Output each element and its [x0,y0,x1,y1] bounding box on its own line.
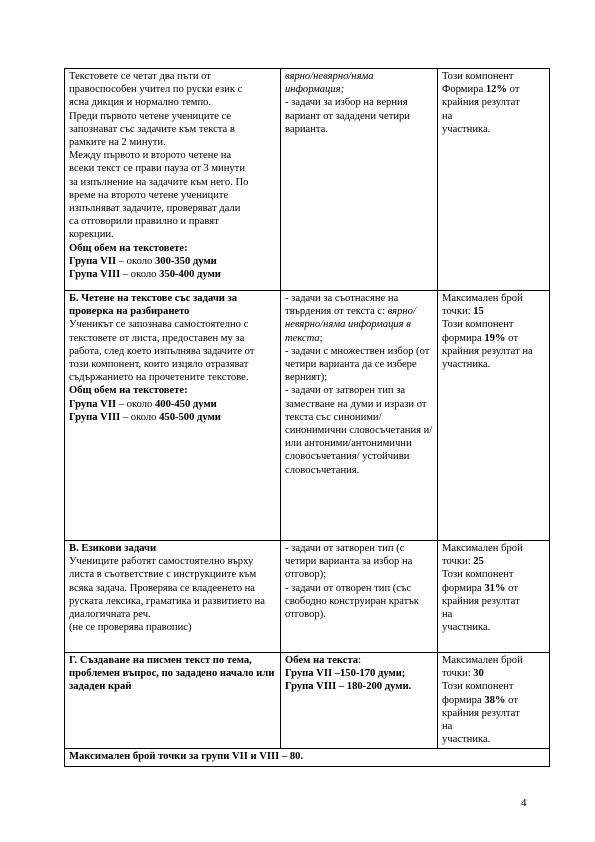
listening-line: изпълняват задачите, проверяват дали [69,203,241,215]
group7-volume: Група VII – около 300-350 думи [69,255,217,267]
language-body: Учениците работят самостоятелно върху листа в съответствие с инструкциите към всяка задача. Проверява се владеенето на руската лексика, граматика и развитието на диалогичната реч. [69,556,265,621]
multiple-choice-task: - задачи с множествен избор (от четири варианта да се избере верният); [285,345,430,384]
listening-line: Между първото и второто четене на [69,150,232,162]
total-points-text: Максимален брой точки за групи VII и VIII – 80. [65,749,550,766]
score-percent-line: Формира 12% от [442,84,520,96]
score-line: Този компонент [442,319,514,331]
language-score-cell [438,541,550,653]
score-line: на [442,609,453,621]
score-line: крайния резултат [442,707,520,719]
task-line: - задачи за избор на верния [285,97,408,109]
reading-tasks-cell [281,291,438,541]
writing-score-cell [438,653,550,749]
listening-description-cell [65,69,281,291]
writing-description-cell [65,653,281,749]
language-tasks-cell [281,541,438,653]
task-line: варианта. [285,123,329,135]
score-percent-line: формира 31% от [442,582,518,594]
score-line: участника. [442,123,491,135]
volume-heading: Общ обем на текстовете: [69,242,188,254]
listening-line: Текстовете се четат два пъти от [69,71,211,82]
reading-score-cell [438,291,550,541]
score-percent-line: формира 38% от [442,694,518,706]
page-number: 4 [521,797,527,809]
score-line: Този компонент [442,71,514,82]
language-description-cell [65,541,281,653]
score-points-line: точки: 30 [442,668,484,680]
score-line: крайния резултат [442,595,520,607]
listening-line: рамките на 2 минути. [69,137,166,149]
listening-line: правоспособен учител по руски език с [69,84,243,96]
listening-line: корекции. [69,229,114,241]
group8-volume: Група VIII – около 450-500 думи [69,411,221,423]
true-false-option-text: вярно/невярно/няма информация; [285,71,374,96]
writing-row [65,653,550,749]
language-section-title: В. Езикови задачи [69,543,157,554]
score-line: Този компонент [442,569,514,581]
group7-volume: Група VII – около 400-450 думи [69,398,217,410]
writing-volume-cell [281,653,438,749]
score-line: участника. [442,622,491,634]
score-points-line: точки: 15 [442,306,484,318]
writing-group8: Група VIII – 180-200 думи. [285,681,412,693]
language-note: (не се проверява правопис) [69,622,192,634]
language-row [65,541,550,653]
score-line: крайния резултат на [442,345,533,357]
matching-task: - задачи за съотнасяне на твърдения от текста с: вярно/невярно/няма информация в текста; [285,293,416,344]
score-points-line: точки: 25 [442,556,484,568]
group8-volume: Група VIII – около 350-400 думи [69,269,221,281]
listening-score-cell [438,69,550,291]
score-line: на [442,110,453,122]
reading-description-cell [65,291,281,541]
writing-volume-title: Обем на текста: [285,655,362,666]
listening-line: запознават със задачите към текста в [69,123,235,135]
writing-group7: Група VII –150-170 думи; [285,668,406,680]
listening-row [65,69,550,291]
volume-heading: Общ обем на текстовете: [69,385,188,397]
score-line: на [442,721,453,733]
writing-section-title: Г. Създаване на писмен текст по тема, проблемен въпрос, по зададено начало или зададен край [69,655,275,693]
score-line: Максимален брой [442,293,523,304]
listening-line: са отговорили правилно и правят [69,216,219,228]
score-line: Максимален брой [442,543,523,554]
reading-body: Ученикът се запознава самостоятелно с текстовете от листа, предоставен му за работа, след което изпълнява задачите от този компонент, които изцяло отразяват съдържанието на прочетените текстове. [69,319,255,384]
score-line: участника. [442,359,491,371]
score-line: Този компонент [442,681,514,693]
reading-row [65,291,550,541]
listening-tasks-cell [281,69,438,291]
listening-line: всеки текст се прави пауза от 3 минути [69,163,245,175]
score-line: участника. [442,734,491,746]
score-percent-line: формира 19% от [442,332,518,344]
listening-line: за изпълнение на задачите към него. По [69,176,249,188]
total-points-row [65,749,550,766]
score-line: крайния резултат [442,97,520,109]
listening-line: време на второто четене учениците [69,189,229,201]
open-task: - задачи от отворен тип (със свободно конструиран кратък отговор). [285,582,419,621]
listening-line: ясна дикция и нормално темпо. [69,97,212,109]
listening-line: Преди първото четене учениците се [69,110,232,122]
substitution-task: - задачи от затворен тип за заместване на думи и изрази от текста със синоними/ синонимични словосъчетания и/или антоними/антонимични словосъчетания/ устойчиви словосъчетания. [285,385,433,476]
score-line: Максимален брой [442,655,523,666]
closed-task: - задачи от затворен тип (с четири варианта за избор на отговор); [285,543,413,581]
task-line: вариант от зададени четири [285,110,410,122]
reading-section-title: Б. Четене на текстове със задачи за проверка на разбирането [69,293,238,318]
exam-structure-table [64,68,550,767]
